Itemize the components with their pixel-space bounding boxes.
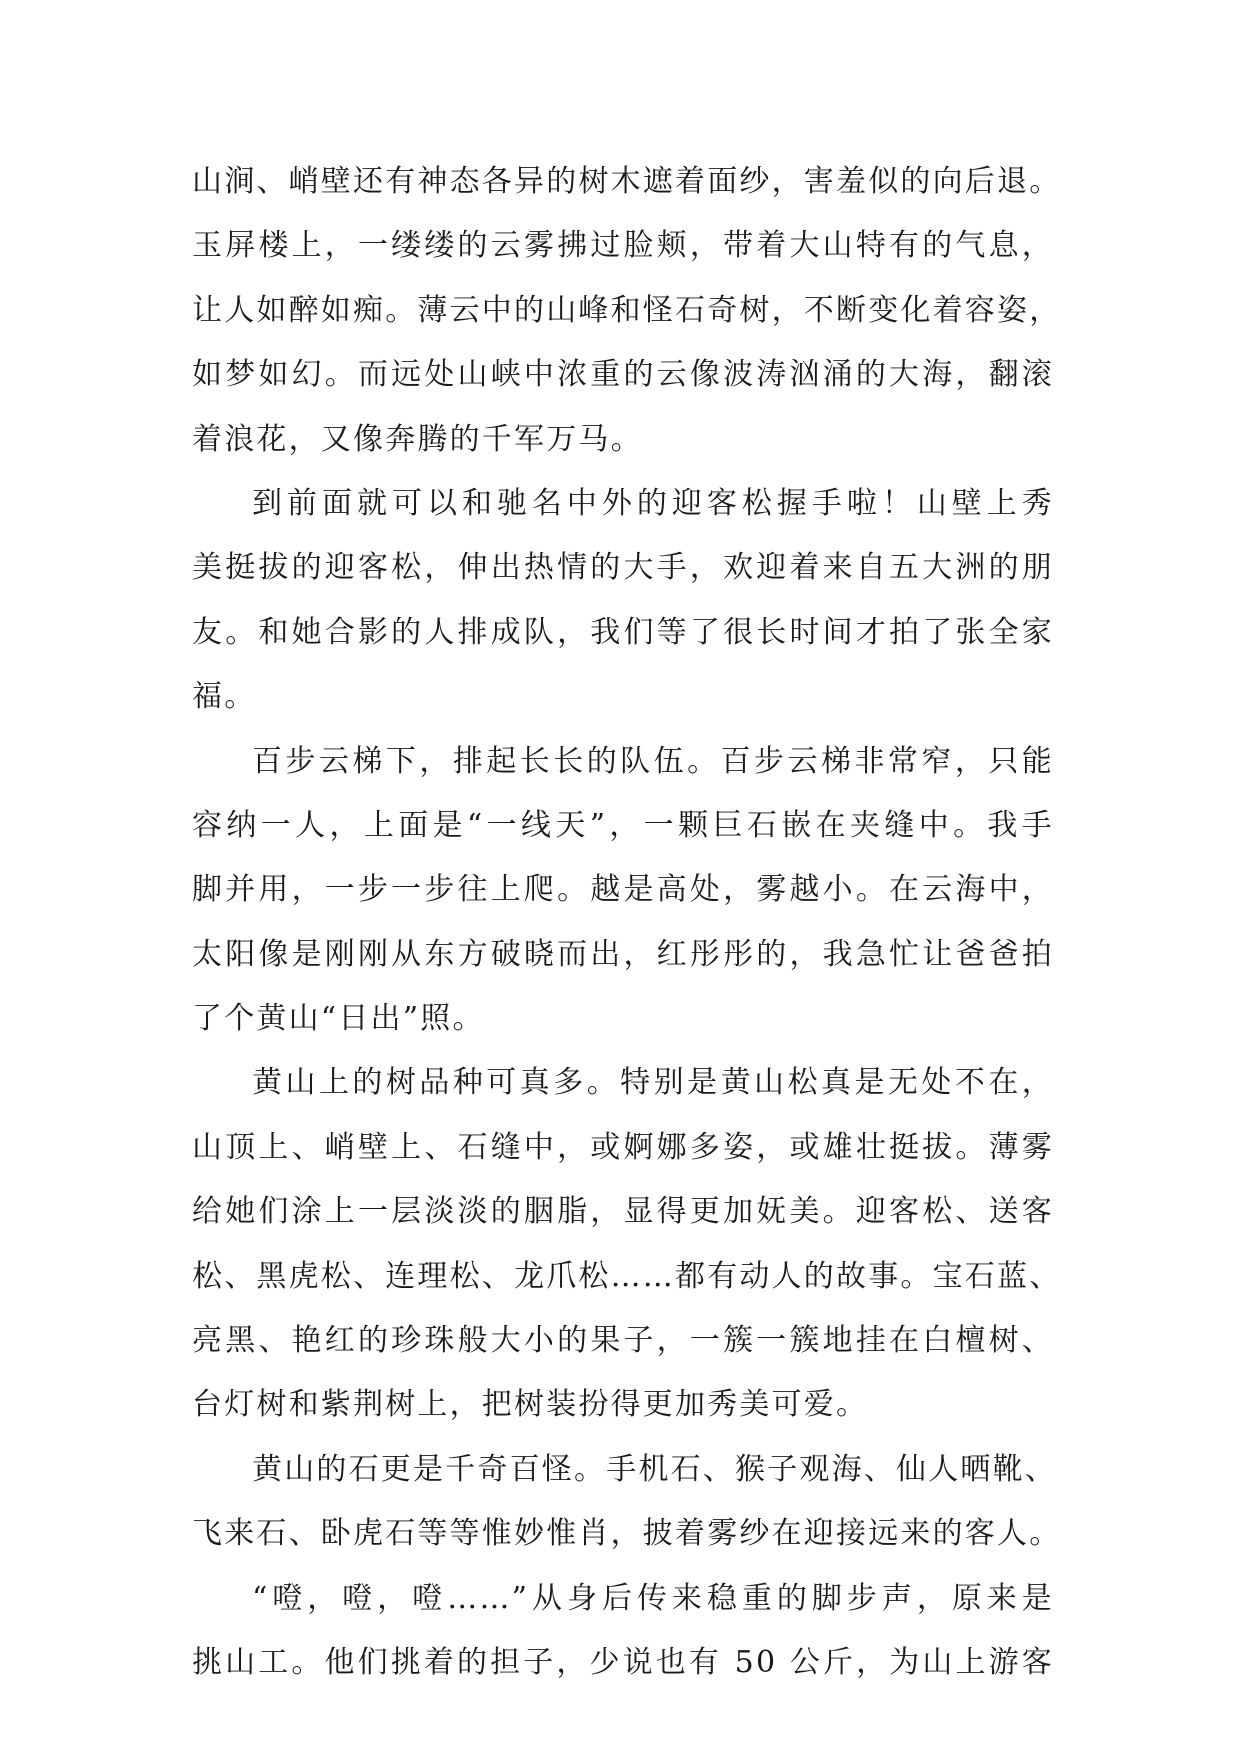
- paragraph-line: 台灯树和紫荆树上，把树装扮得更加秀美可爱。: [192, 1387, 869, 1423]
- paragraph-line: 如梦如幻。而远处山峡中浓重的云像波涛汹涌的大海，翻滚: [192, 357, 1054, 393]
- paragraph-line: 友。和她合影的人排成队，我们等了很长时间才拍了张全家: [192, 614, 1054, 650]
- paragraph-line: 山涧、峭壁还有神态各异的树木遮着面纱，害羞似的向后退。: [192, 164, 1062, 199]
- document-body: [192, 150, 1062, 1695]
- paragraph-line: 容纳一人，上面是“一线天”，一颗巨石嵌在夹缝中。我手: [192, 807, 1054, 843]
- paragraph-line: 松、黑虎松、连理松、龙爪松……都有动人的故事。宝石蓝、: [192, 1258, 1062, 1294]
- paragraph-line: 脚并用，一步一步往上爬。越是高处，雾越小。在云海中，: [192, 872, 1054, 908]
- paragraph-line: 美挺拔的迎客松，伸出热情的大手，欢迎着来自五大洲的朋: [192, 550, 1054, 586]
- paragraph-line: 飞来石、卧虎石等等惟妙惟肖，披着雾纱在迎接远来的客人。: [192, 1516, 1062, 1552]
- paragraph-line: 让人如醉如痴。薄云中的山峰和怪石奇树，不断变化着容姿，: [192, 292, 1062, 328]
- paragraph-line: 福。: [192, 679, 257, 715]
- paragraph-line: 着浪花，又像奔腾的千军万马。: [192, 421, 643, 457]
- paragraph-line: 给她们涂上一层淡淡的胭脂，显得更加妩美。迎客松、送客: [192, 1194, 1054, 1230]
- paragraph-line: 亮黑、艳红的珍珠般大小的果子，一簇一簇地挂在白檀树、: [192, 1323, 1054, 1359]
- paragraph-line: 太阳像是刚刚从东方破晓而出，红彤彤的，我急忙让爸爸拍: [192, 936, 1054, 972]
- paragraph-first-line: 黄山的石更是千奇百怪。手机石、猴子观海、仙人晒靴、: [252, 1451, 1057, 1487]
- paragraph-first-line: 到前面就可以和驰名中外的迎客松握手啦！山壁上秀: [252, 485, 1054, 521]
- paragraph-line: 玉屏楼上，一缕缕的云雾拂过脸颊，带着大山特有的气息，: [192, 228, 1054, 264]
- paragraph-line: 了个黄山“日出”照。: [192, 1001, 485, 1037]
- paragraph-line: 山顶上、峭壁上、石缝中，或婀娜多姿，或雄壮挺拔。薄雾: [192, 1129, 1054, 1165]
- paragraph-first-line: 黄山上的树品种可真多。特别是黄山松真是无处不在，: [252, 1065, 1054, 1101]
- paragraph-line: 挑山工。他们挑着的担子，少说也有 50 公斤，为山上游客: [192, 1644, 1054, 1680]
- paragraph-first-line: “噔，噔，噔……”从身后传来稳重的脚步声，原来是: [252, 1580, 1054, 1616]
- paragraph-first-line: 百步云梯下，排起长长的队伍。百步云梯非常窄，只能: [252, 743, 1054, 779]
